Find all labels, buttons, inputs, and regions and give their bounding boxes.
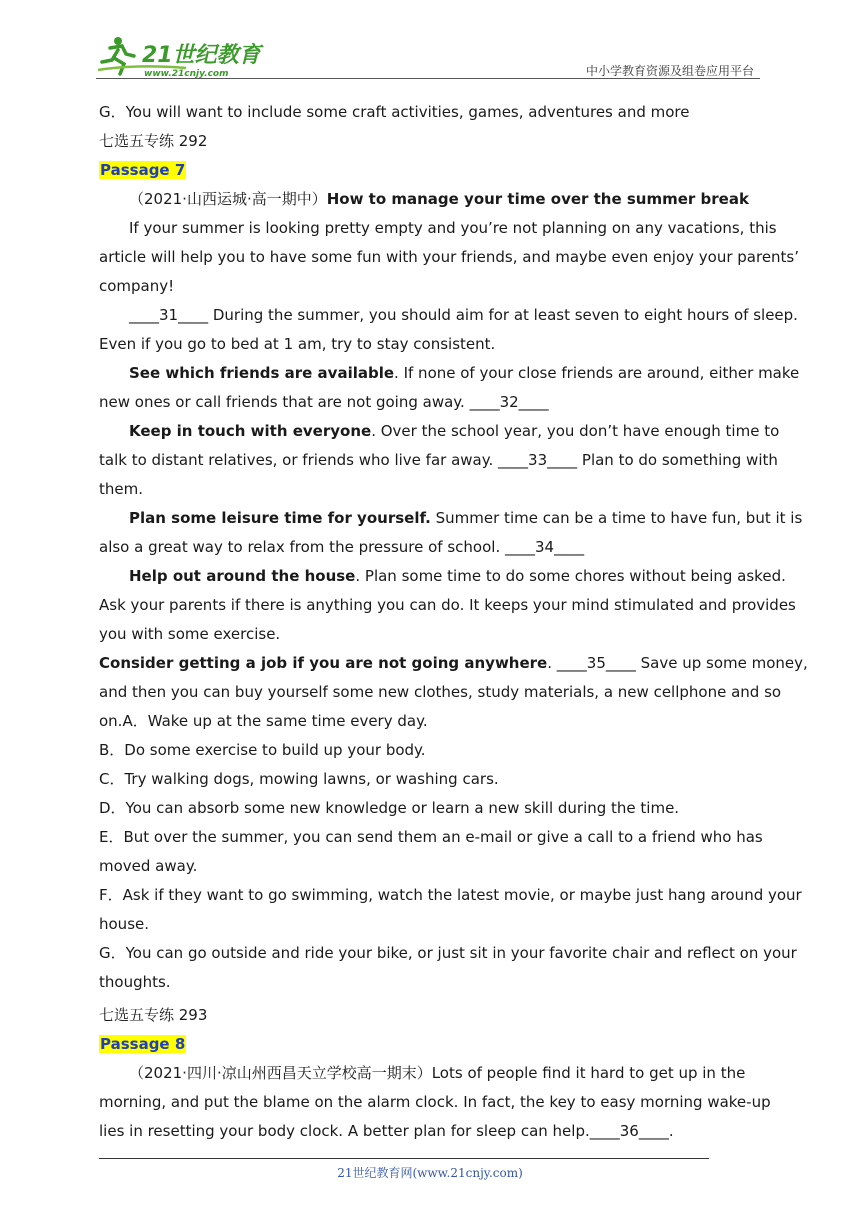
text-span: Save up some money, [635,654,808,672]
text-span: talk to distant relatives, or friends who live far away. [99,451,499,469]
option-e: E．But over the summer, you can send them an e-mail or give a call to a friend who has [99,828,763,846]
para-line [99,446,778,475]
option-a: on.A．Wake up at the same time every day. [99,712,428,730]
text-span: new ones or call friends that are not going away. [99,393,470,411]
para-line: If your summer is looking pretty empty and you’re not planning on any vacations, this [129,219,777,237]
para-line [99,649,808,678]
option-g: G．You can go outside and ride your bike, or just sit in your favorite chair and reflect on your [99,944,797,962]
svg-text:21世纪教育: 21世纪教育 [142,43,261,68]
text-span: . [668,1122,674,1140]
option-g-cont: thoughts. [99,973,171,991]
para-line [99,301,798,330]
para-line [99,504,803,533]
source-note: （2021·山西运城·高一期中） [129,190,327,208]
passage-7-title [99,185,767,214]
text-span: Summer time can be a time to have fun, but it is [430,509,803,527]
section-title-293: 七选五专练 293 [99,1006,208,1024]
para-line: and then you can buy yourself some new clothes, study materials, a new cellphone and so [99,683,782,701]
blank-35: ____35____ [556,654,636,672]
passage-7-highlight: Passage 7 [100,161,186,179]
logo-21cnjy [96,34,266,78]
heading-job: Consider getting a job if you are not going anywhere [99,654,548,672]
para-line: morning, and put the blame on the alarm clock. In fact, the key to easy morning wake-up [99,1093,771,1111]
header-divider [96,78,760,79]
option-g-prev: G．You will want to include some craft activities, games, adventures and more [99,103,690,121]
heading-house: Help out around the house [129,567,356,585]
section-title-292: 七选五专练 292 [99,132,208,150]
text-span: also a great way to relax from the pressure of school. [99,538,505,556]
para-line: Even if you go to bed at 1 am, try to stay consistent. [99,335,496,353]
heading-touch: Keep in touch with everyone [129,422,372,440]
text-span: lies in resetting your body clock. A better plan for sleep can help. [99,1122,590,1140]
blank-33: ____33____ [498,451,578,469]
option-e-cont: moved away. [99,857,198,875]
option-b: B．Do some exercise to build up your body. [99,741,426,759]
para-line: Ask your parents if there is anything you can do. It keeps your mind stimulated and provides [99,596,796,614]
option-d: D．You can absorb some new knowledge or learn a new skill during the time. [99,799,680,817]
header-platform-text: 中小学教育资源及组卷应用平台 [585,64,754,78]
article-title: How to manage your time over the summer break [326,190,749,208]
text-span: . Over the school year, you don’t have enough time to [371,422,780,440]
heading-friends: See which friends are available [129,364,395,382]
passage-8-label [99,1030,767,1059]
page-footer: 21世纪教育网(www.21cnjy.com) [337,1166,523,1180]
blank-36: ____36____ [589,1122,669,1140]
blank-34: ____34____ [504,538,585,556]
footer-divider [99,1158,709,1159]
blank-31: ____31____ [129,306,209,324]
svg-text:www.21cnjy.com: www.21cnjy.com [144,69,229,78]
option-c: C．Try walking dogs, mowing lawns, or washing cars. [99,770,499,788]
blank-32: ____32____ [469,393,549,411]
text-span: During the summer, you should aim for at least seven to eight hours of sleep. [208,306,798,324]
option-f-cont: house. [99,915,150,933]
para-line: company! [99,277,175,295]
page-header [96,30,760,80]
heading-leisure: Plan some leisure time for yourself. [129,509,431,527]
para-line [99,562,786,591]
para-line [99,417,780,446]
passage-7-label [99,156,767,185]
passage-8-highlight: Passage 8 [100,1035,186,1053]
text-span: Plan to do something with [577,451,778,469]
para-line: article will help you to have some fun with your friends, and maybe even enjoy your parents’ [99,248,800,266]
para-line [99,533,767,562]
para-line: you with some exercise. [99,625,281,643]
text-span: . [547,654,557,672]
para-line [99,388,767,417]
option-f: F．Ask if they want to go swimming, watch the latest movie, or maybe just hang around your [99,886,802,904]
document-body [99,98,808,1146]
text-span: . If none of your close friends are around, either make [394,364,800,382]
para-line: them. [99,480,143,498]
para-line [99,359,800,388]
para-line: （2021·四川·凉山州西昌天立学校高一期末）Lots of people find it hard to get up in the [129,1064,746,1082]
text-span: . Plan some time to do some chores without being asked. [355,567,786,585]
para-line [99,1117,767,1146]
